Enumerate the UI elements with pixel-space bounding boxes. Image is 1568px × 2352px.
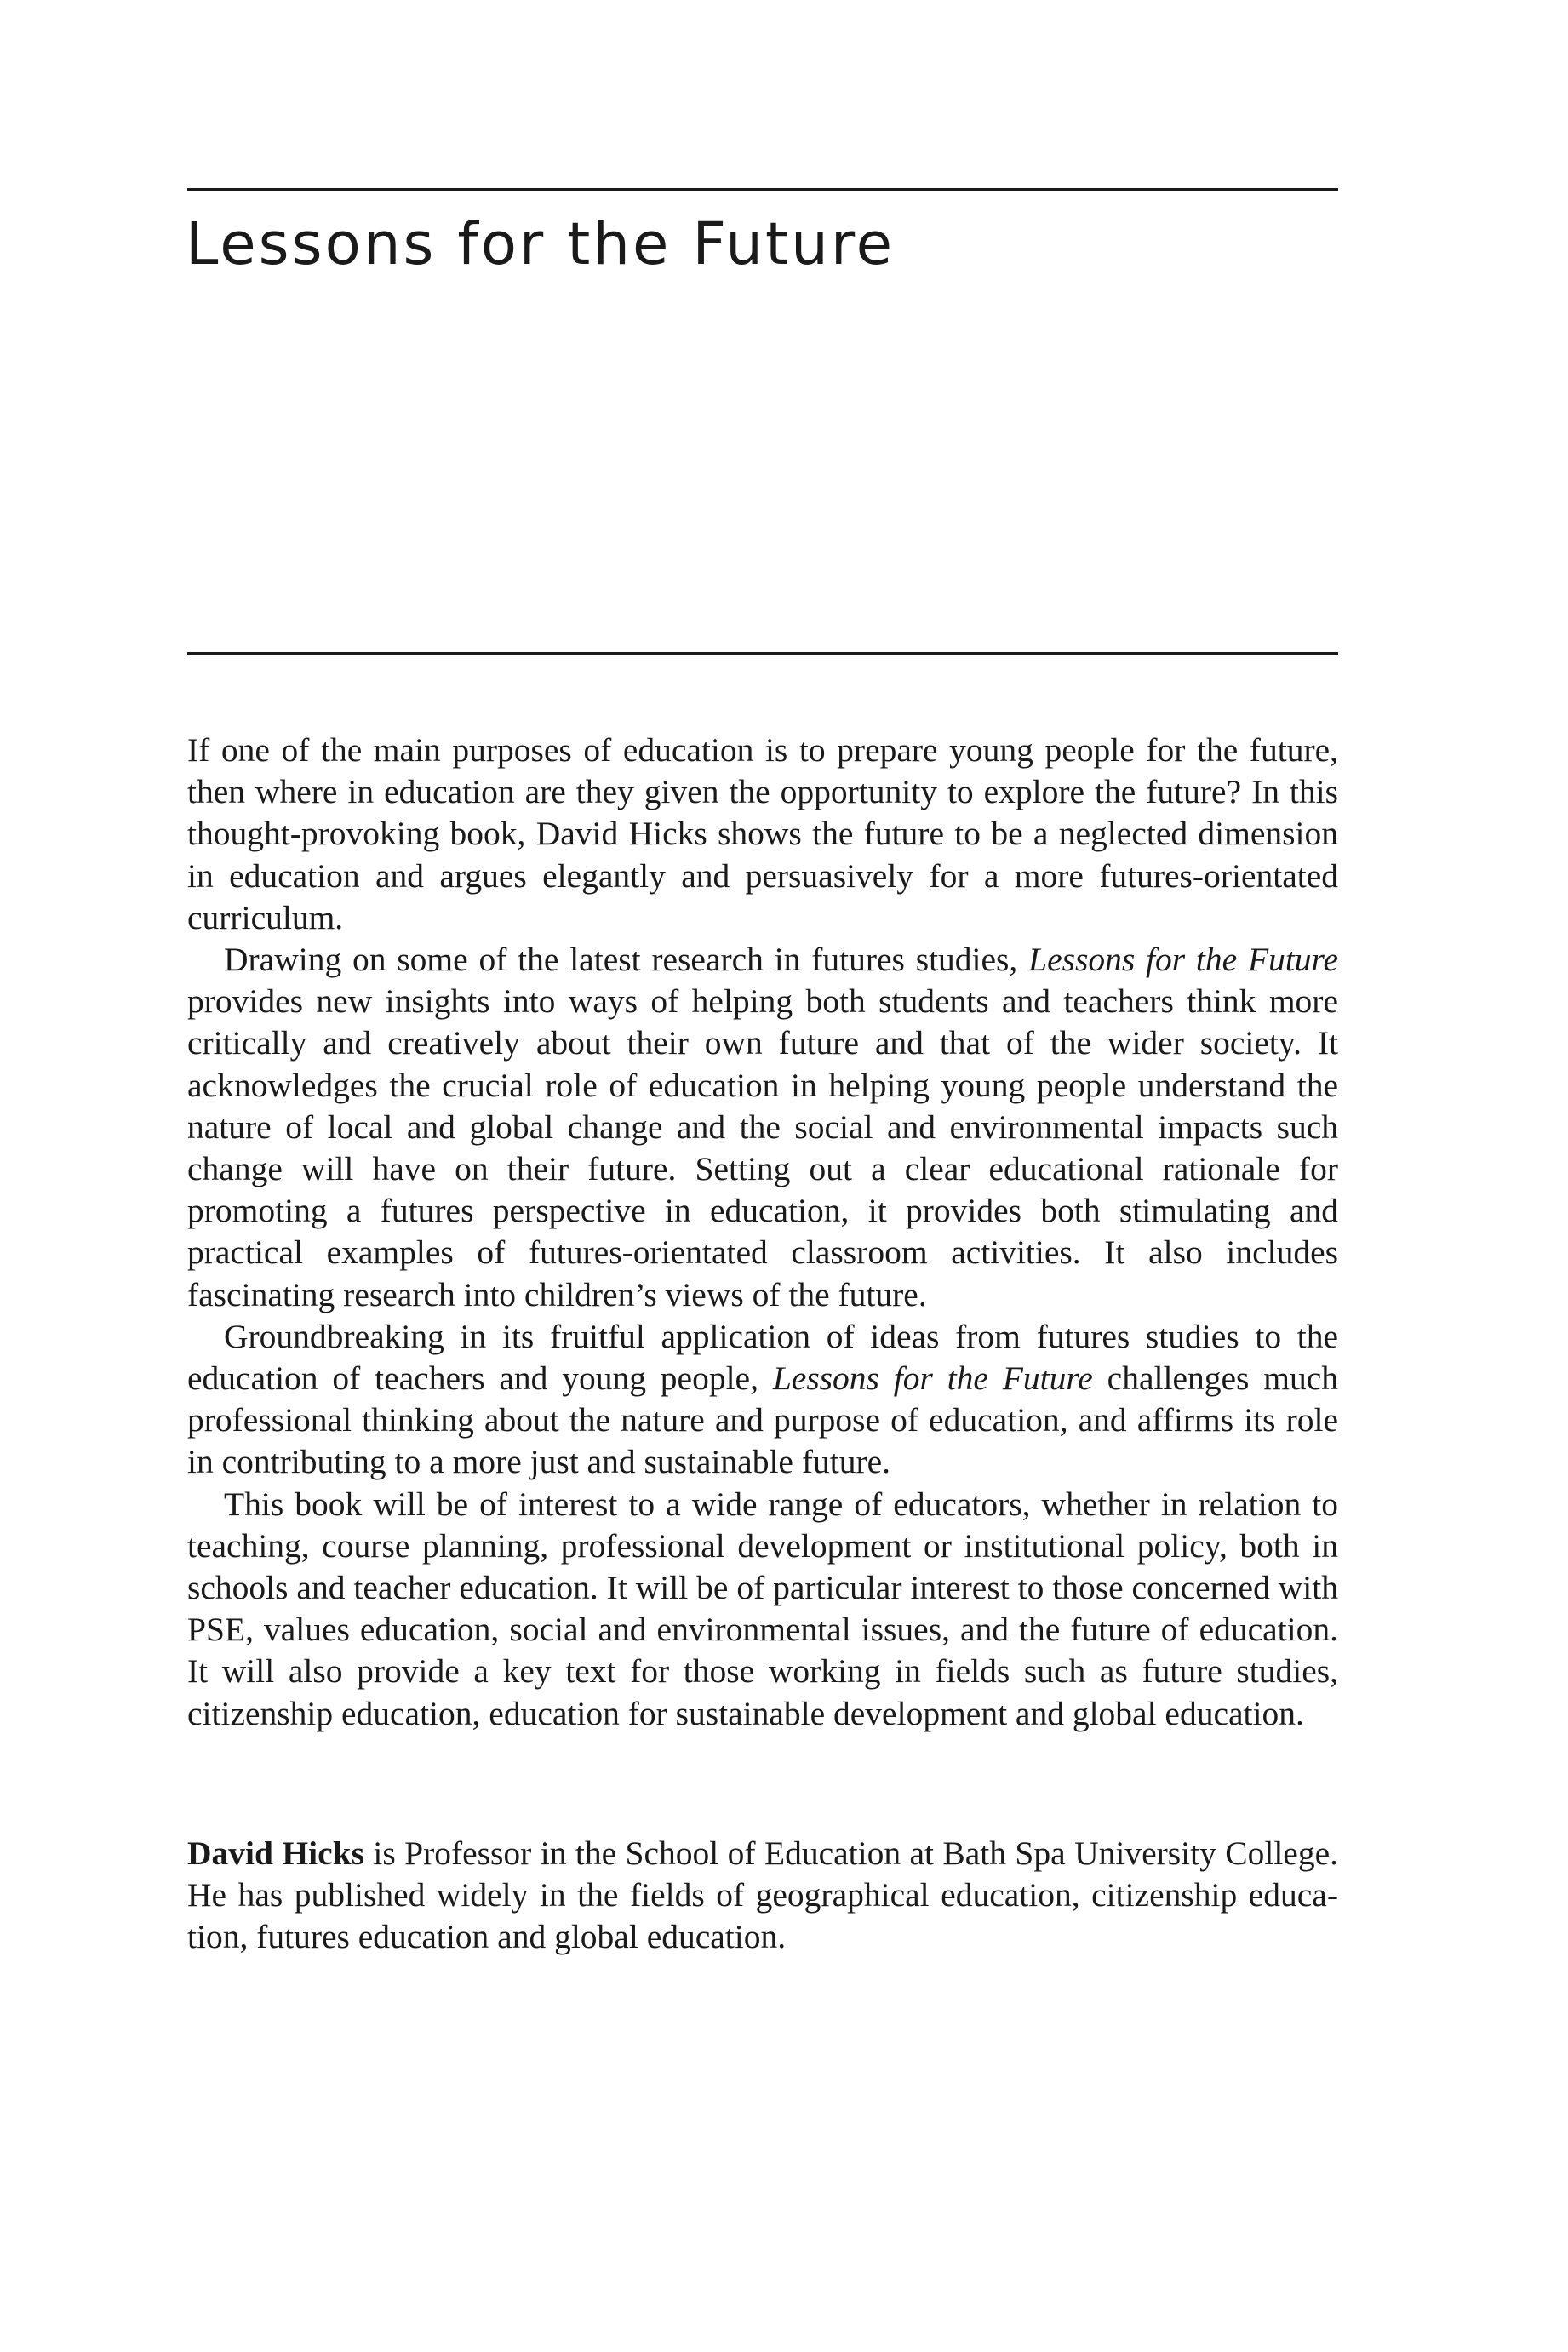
- paragraph-2-intro: Drawing on some of the latest research in futures studies,: [224, 941, 1029, 979]
- paragraph-2-body: provides new insights into ways of helping both students and teachers think more critically and creatively about their own future and that of the wider society. It acknowledges the crucial role of education in helping young people understand the nature of local and global change and the social and environmental impacts such change will have on their future. Setting out a clear educational rationale for promoting a futures perspective in education, it provides both stimulating and practical examples of futures-orientated classroom activities. It also includes fascinating research into children’s views of the future.: [187, 982, 1338, 1313]
- author-bio-text: is Professor in the School of Education at Bath Spa University College. He has published widely in the fields of geographical education, citizenship education, futures education and global education.: [187, 1834, 1338, 1956]
- author-name: David Hicks: [187, 1834, 364, 1872]
- author-bio: [187, 1833, 1338, 1959]
- description-paragraph-2: [187, 939, 1338, 1316]
- paragraph-3-intro: Groundbreaking in its fruitful application of ideas from futures studies to the education of teachers and young people,: [187, 1317, 1338, 1398]
- book-title-italic: Lessons for the Future: [1028, 941, 1338, 979]
- top-rule: [187, 188, 1338, 191]
- book-title-italic: Lessons for the Future: [772, 1359, 1093, 1398]
- page-title: Lessons for the Future: [186, 210, 896, 278]
- paragraph-3-body: challenges much professional thinking about the nature and purpose of education, and affirms its role in contributing to a more just and sustainable future.: [187, 1359, 1338, 1481]
- description-paragraph-3: [187, 1316, 1338, 1484]
- description-paragraph-4: This book will be of interest to a wide range of educators, whether in relation to teaching, course planning, professional development or institutional policy, both in schools and teacher education. It will be of particular interest to those concerned with PSE, values education, social and environmental issues, and the future of education. It will also provide a key text for those working in fields such as future studies, citizenship education, education for sustainable development and global education.: [187, 1485, 1338, 1732]
- book-description: [187, 730, 1338, 1735]
- bottom-rule: [187, 652, 1338, 655]
- description-paragraph-1: If one of the main purposes of education is to prepare young people for the future, then where in education are they given the opportunity to explore the future? In this thought-provoking book, David Hicks shows the future to be a neglected dimension in education and argues elegantly and persuasively for a more futures-orientated curriculum.: [187, 731, 1338, 936]
